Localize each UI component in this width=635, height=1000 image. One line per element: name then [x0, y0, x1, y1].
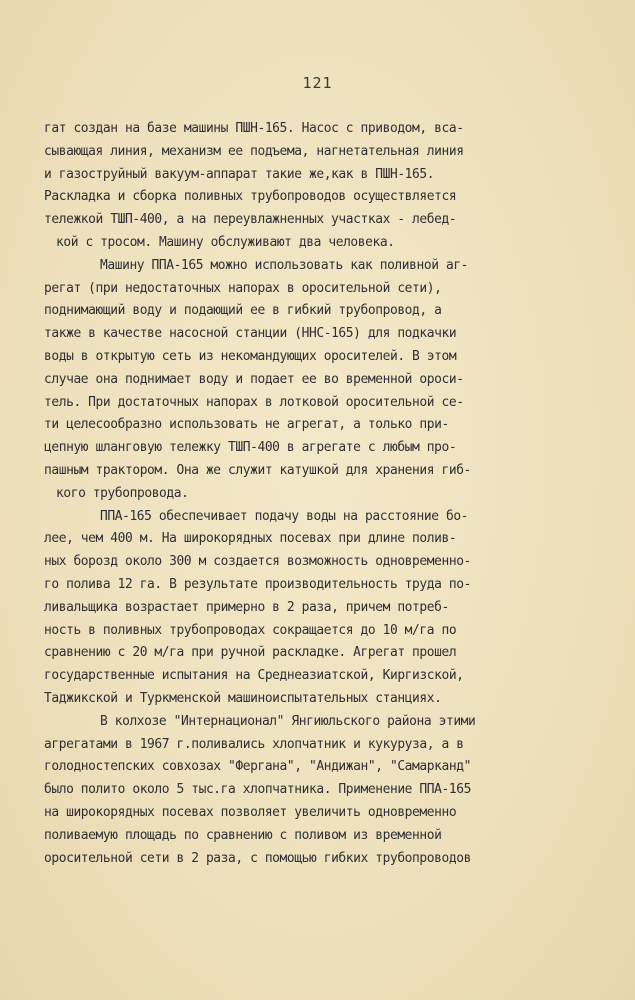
paragraph-start-line: Машину ППА-165 можно использовать как поливной аг-: [100, 257, 469, 273]
text-line: кой с тросом. Машину обслуживают два человека.: [56, 234, 395, 250]
text-line: ных борозд около 300 м создается возможность одновременно-: [44, 554, 471, 570]
text-line: цепную шланговую тележку ТШП-400 в агрегате с любым про-: [44, 440, 457, 456]
text-line: тележкой ТШП-400, а на переувлажненных участках - лебед-: [44, 212, 457, 228]
text-line: также в качестве насосной станции (ННС-165) для подкачки: [44, 326, 457, 342]
text-line: Таджикской и Туркменской машиноиспытательных станциях.: [44, 690, 442, 706]
paragraph-start-line: ППА-165 обеспечивает подачу воды на расстояние бо-: [100, 508, 469, 524]
text-line: кого трубопровода.: [56, 485, 189, 501]
text-line: государственные испытания на Среднеазиатской, Киргизской,: [44, 668, 464, 684]
text-line: воды в открытую сеть из некомандующих оросителей. В этом: [44, 348, 457, 364]
text-line: случае она поднимает воду и подает ее во временной ороси-: [44, 371, 464, 387]
text-line: поливаемую площадь по сравнению с поливом из временной: [44, 827, 442, 843]
paragraph-start-line: В колхозе "Интернационал" Янгиюльского района этими: [100, 713, 476, 729]
text-line: ность в поливных трубопроводах сокращается до 10 м/га по: [44, 622, 457, 638]
text-line: было полито около 5 тыс.га хлопчатника. Применение ППА-165: [44, 782, 471, 798]
text-line: сравнению с 20 м/га при ручной раскладке. Агрегат прошел: [44, 645, 457, 661]
text-line: тель. При достаточных напорах в лотковой оросительной се-: [44, 394, 464, 410]
page-number: 121: [302, 74, 333, 92]
text-line: поднимающий воду и подающий ее в гибкий трубопровод, а: [44, 303, 442, 319]
text-line: го полива 12 га. В результате производительность труда по-: [44, 576, 471, 592]
text-line: агрегатами в 1967 г.поливались хлопчатник и кукуруза, а в: [44, 736, 464, 752]
text-line: гат создан на базе машины ПШН-165. Насос с приводом, вса-: [44, 121, 464, 136]
text-line: оросительной сети в 2 раза, с помощью гибких трубопроводов: [44, 850, 471, 866]
text-line: регат (при недостаточных напорах в оросительной сети),: [44, 280, 442, 296]
body-text: [44, 118, 604, 870]
text-line: на широкорядных посевах позволяет увеличить одновременно: [44, 804, 457, 820]
text-line: ливальщика возрастает примерно в 2 раза, причем потреб-: [44, 599, 449, 615]
text-line: голодностепских совхозах "Фергана", "Андижан", "Самарканд": [44, 759, 471, 775]
text-line: и газоструйный вакуум-аппарат такие же,как в ПШН-165.: [44, 166, 435, 182]
text-line: ти целесообразно использовать не агрегат, а только при-: [44, 417, 449, 433]
text-line: Раскладка и сборка поливных трубопроводов осуществляется: [44, 189, 457, 205]
text-line: лее, чем 400 м. На широкорядных посевах при длине полив-: [44, 531, 457, 547]
text-line: сывающая линия, механизм ее подъема, нагнетательная линия: [44, 143, 464, 159]
text-line: пашным трактором. Она же служит катушкой для хранения гиб-: [44, 462, 471, 478]
